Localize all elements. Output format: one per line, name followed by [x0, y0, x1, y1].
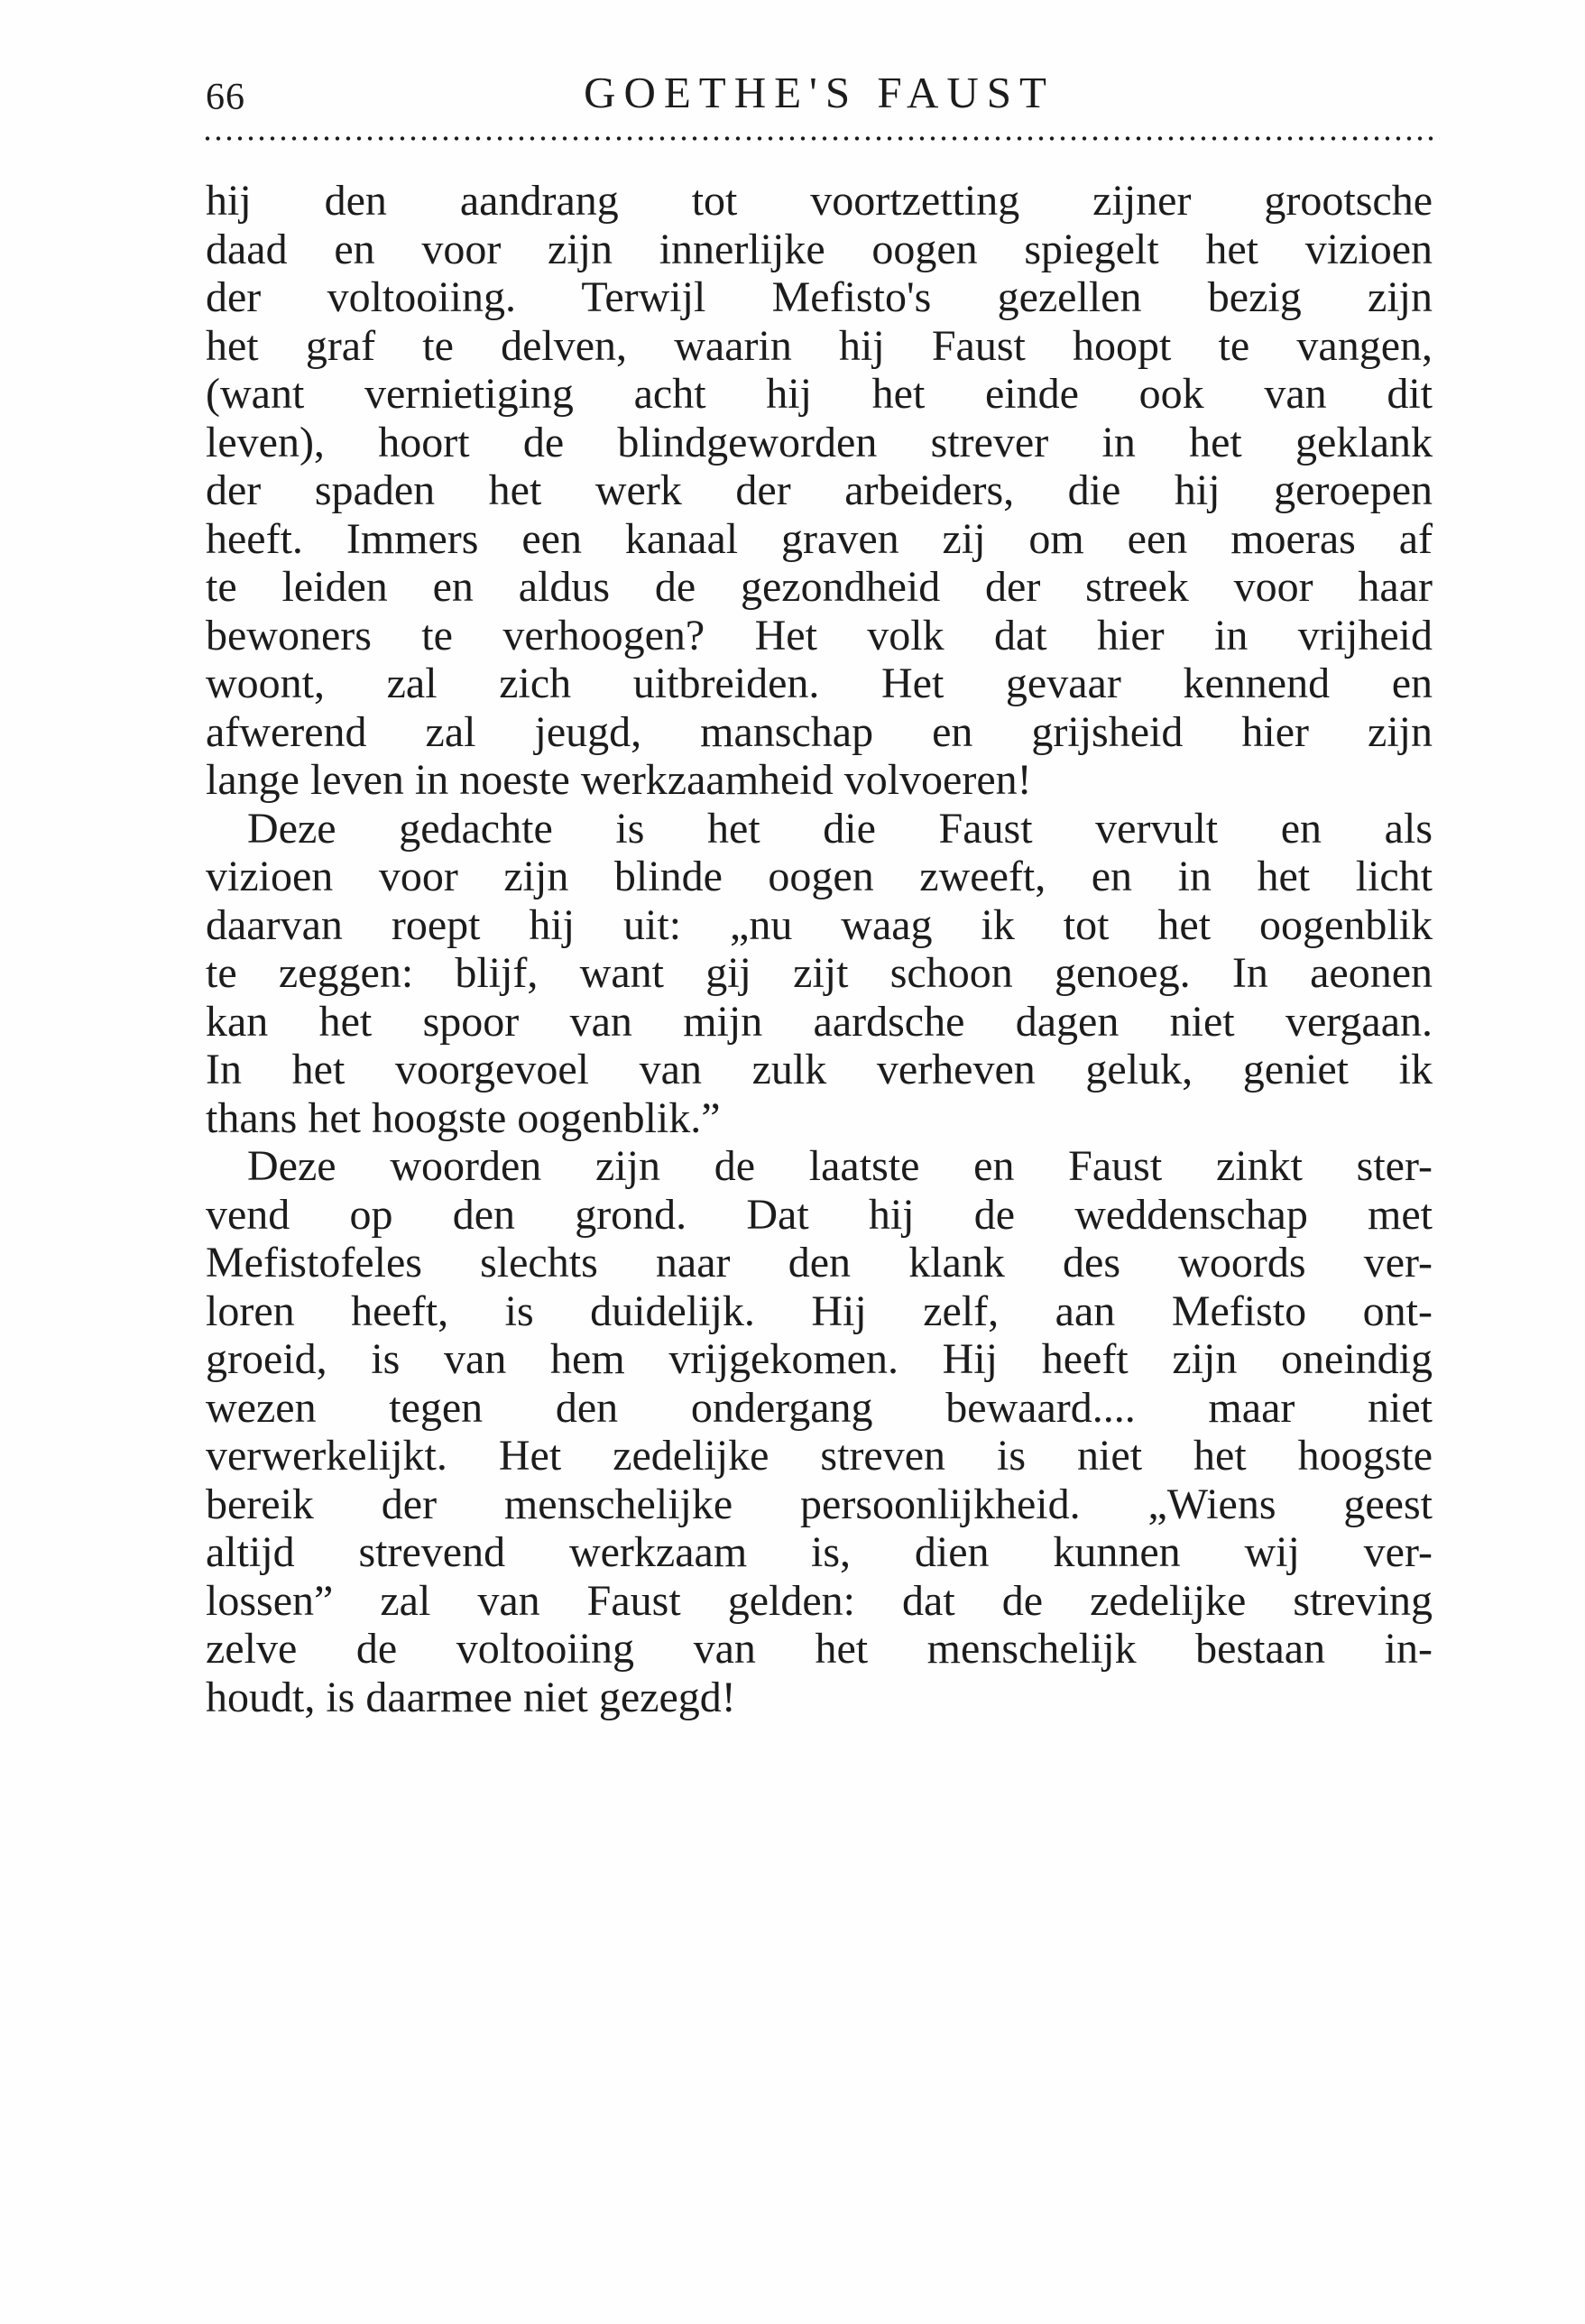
page-number: 66 [206, 77, 245, 118]
text-line: Mefistofeles slechts naar den klank des woords ver- [206, 1239, 1433, 1286]
text-line: verwerkelijkt. Het zedelijke streven is niet het hoogste [206, 1432, 1433, 1480]
text-line: bereik der menschelijke persoonlijkheid. „Wiens geest [206, 1480, 1433, 1528]
text-line: hij den aandrang tot voortzetting zijner grootsche [206, 177, 1433, 225]
text-line: te leiden en aldus de gezondheid der streek voor haar [206, 563, 1433, 611]
text-line: thans het hoogste oogenblik.” [206, 1093, 721, 1142]
text-line: der voltooiing. Terwijl Mefisto's gezellen bezig zijn [206, 273, 1433, 321]
text-line: heeft. Immers een kanaal graven zij om een moeras af [206, 514, 1433, 563]
text-line: Deze gedachte is het die Faust vervult en als [247, 804, 1433, 853]
paragraph [206, 1142, 1433, 1721]
text-line: afwerend zal jeugd, manschap en grijsheid hier zijn [206, 707, 1433, 756]
text-line: altijd strevend werkzaam is, dien kunnen wij ver- [206, 1528, 1433, 1576]
text-line: bewoners te verhoogen? Het volk dat hier in vrijheid [206, 611, 1433, 659]
text-line: daad en voor zijn innerlijke oogen spiegelt het vizioen [206, 225, 1433, 273]
text-line: woont, zal zich uitbreiden. Het gevaar kennend en [206, 659, 1433, 707]
text-line: der spaden het werk der arbeiders, die hij geroepen [206, 466, 1433, 514]
page-body [206, 177, 1433, 1721]
text-line: te zeggen: blijf, want gij zijt schoon genoeg. In aeonen [206, 949, 1433, 997]
text-line: groeid, is van hem vrijgekomen. Hij heeft zijn oneindig [206, 1335, 1433, 1383]
text-line: zelve de voltooiing van het menschelijk bestaan in- [206, 1625, 1433, 1673]
text-line: Deze woorden zijn de laatste en Faust zinkt ster- [247, 1142, 1433, 1190]
text-line: daarvan roept hij uit: „nu waag ik tot het oogenblik [206, 900, 1433, 949]
page-title: GOETHE'S FAUST [584, 68, 1055, 117]
text-line: lossen” zal van Faust gelden: dat de zedelijke streving [206, 1576, 1433, 1625]
text-line: (want vernietiging acht hij het einde ook van dit [206, 370, 1433, 418]
paragraph [206, 177, 1433, 805]
paragraph [206, 805, 1433, 1143]
page-header [206, 67, 1433, 124]
text-line: loren heeft, is duidelijk. Hij zelf, aan Mefisto ont- [206, 1286, 1433, 1335]
text-line: leven), hoort de blindgeworden strever in het geklank [206, 418, 1433, 466]
text-line: wezen tegen den ondergang bewaard.... maar niet [206, 1383, 1433, 1432]
text-line: houdt, is daarmee niet gezegd! [206, 1673, 736, 1721]
text-line: kan het spoor van mijn aardsche dagen niet vergaan. [206, 997, 1433, 1046]
text-line: vend op den grond. Dat hij de weddenschap met [206, 1190, 1433, 1239]
text-line: In het voorgevoel van zulk verheven geluk, geniet ik [206, 1046, 1433, 1093]
text-line: het graf te delven, waarin hij Faust hoopt te vangen, [206, 321, 1433, 370]
dotted-rule [202, 135, 1440, 142]
text-line: vizioen voor zijn blinde oogen zweeft, en in het licht [206, 853, 1433, 900]
text-line: lange leven in noeste werkzaamheid volvoeren! [206, 756, 1032, 804]
